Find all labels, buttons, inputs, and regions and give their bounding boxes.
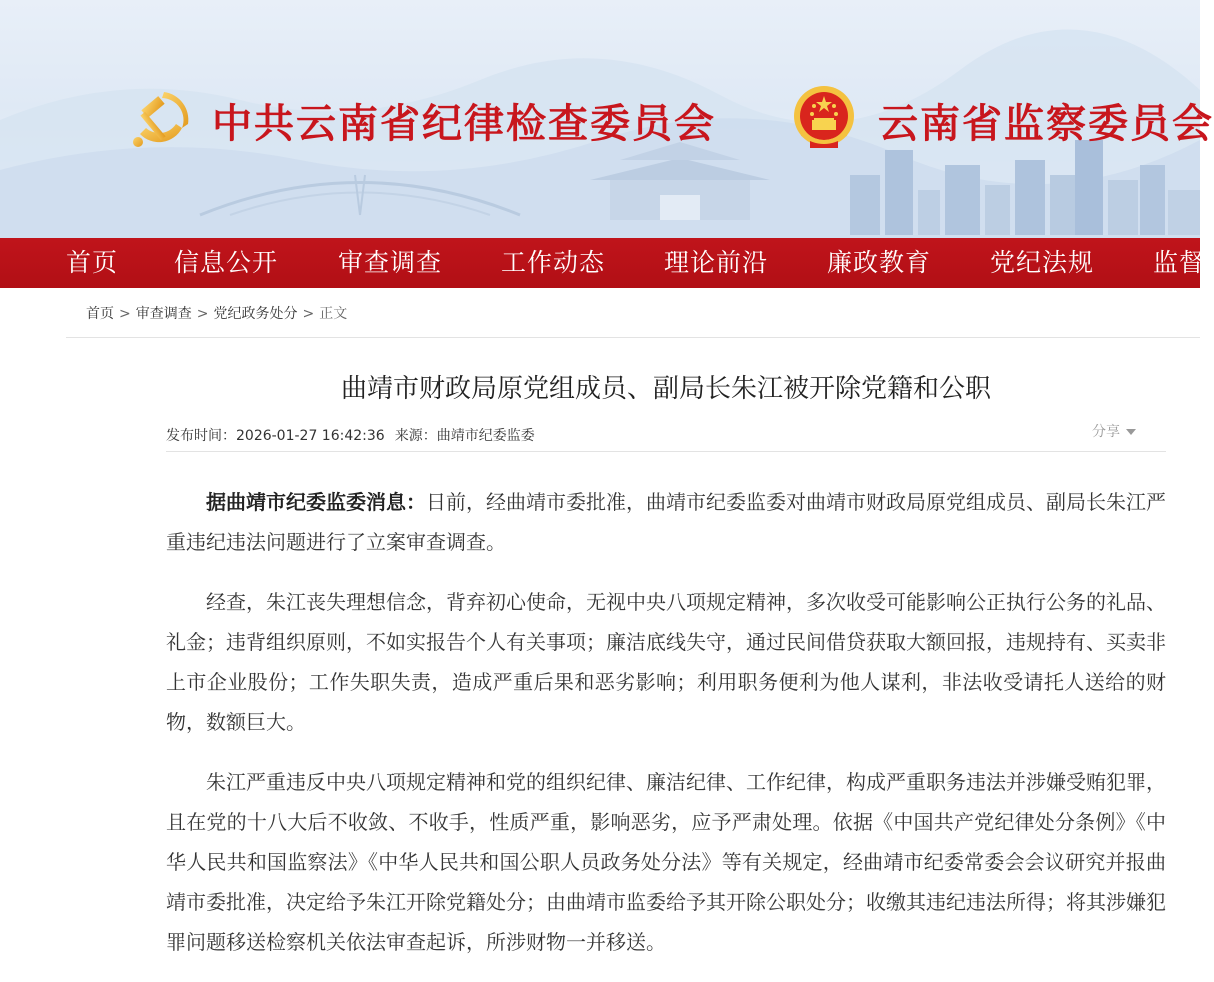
site-banner — [0, 0, 1214, 238]
chevron-down-icon — [1126, 429, 1136, 435]
paragraph-text: 日前，经曲靖市委批准，曲靖市纪委监委对曲靖市财政局原党组成员、副局长朱江严重违纪违法问题进行了立案审查调查。 — [166, 490, 1166, 554]
main-nav — [0, 238, 1206, 288]
article-body — [166, 482, 1166, 982]
share-label: 分享 — [1092, 424, 1120, 440]
nav-item-supervision[interactable]: 监督 — [1153, 248, 1206, 277]
article-paragraph — [166, 482, 1166, 562]
breadcrumb-discipline-sanctions[interactable]: 党纪政务处分 — [213, 306, 298, 322]
breadcrumb-divider — [66, 337, 1200, 338]
commission-title: 中共云南省纪律检查委员会 — [212, 101, 716, 147]
breadcrumb — [86, 303, 347, 323]
article-title: 曲靖市财政局原党组成员、副局长朱江被开除党籍和公职 — [340, 374, 991, 404]
national-emblem-icon — [792, 84, 856, 152]
breadcrumb-separator: > — [119, 306, 131, 322]
supervision-commission-title: 云南省监察委员会 — [878, 101, 1214, 147]
nav-item-work-news[interactable]: 工作动态 — [501, 248, 606, 277]
article-paragraph — [166, 582, 1166, 742]
breadcrumb-home[interactable]: 首页 — [86, 306, 114, 322]
nav-item-home[interactable]: 首页 — [66, 248, 119, 277]
share-button[interactable] — [1092, 421, 1136, 441]
breadcrumb-separator: > — [302, 306, 315, 322]
article-paragraph — [166, 762, 1166, 962]
nav-item-info-disclosure[interactable]: 信息公开 — [174, 248, 279, 277]
breadcrumb-investigation[interactable]: 审查调查 — [135, 306, 192, 322]
article-meta — [166, 425, 545, 445]
meta-divider — [166, 451, 1166, 452]
nav-item-investigation[interactable]: 审查调查 — [338, 248, 443, 277]
nav-item-theory[interactable]: 理论前沿 — [664, 248, 769, 277]
hammer-sickle-icon — [126, 84, 194, 152]
breadcrumb-current: 正文 — [319, 306, 348, 322]
paragraph-text: 经查，朱江丧失理想信念，背弃初心使命，无视中央八项规定精神，多次收受可能影响公正执行公务的礼品、礼金；违背组织原则，不如实报告个人有关事项；廉洁底线失守，通过民间借贷获取大额回报，违规持有、买卖非上市企业股份；工作失职失责，造成严重后果和恶劣影响；利用职务便利为他人谋利，非法收受请托人送给的财物，数额巨大。 — [166, 590, 1166, 734]
paragraph-text: 朱江严重违反中央八项规定精神和党的组织纪律、廉洁纪律、工作纪律，构成严重职务违法并涉嫌受贿犯罪，且在党的十八大后不收敛、不收手，性质严重，影响恶劣，应予严肃处理。依据《中国共产党纪律处分条例》《中华人民共和国监察法》《中华人民共和国公职人员政务处分法》等有关规定，经曲靖市纪委常委会会议研究并报曲靖市委批准，决定给予朱江开除党籍处分；由曲靖市监委给予其开除公职处分；收缴其违纪违法所得；将其涉嫌犯罪问题移送检察机关依法审查起诉，所涉财物一并移送。 — [166, 770, 1166, 954]
nav-item-party-regulations[interactable]: 党纪法规 — [990, 248, 1095, 277]
paragraph-lead: 据曲靖市纪委监委消息： — [206, 490, 426, 514]
breadcrumb-separator: > — [196, 306, 209, 322]
nav-item-integrity-education[interactable]: 廉政教育 — [827, 248, 932, 277]
article-source: 来源：曲靖市纪委监委 — [394, 428, 535, 444]
publish-time: 发布时间：2026-01-27 16:42:36 — [166, 428, 385, 444]
